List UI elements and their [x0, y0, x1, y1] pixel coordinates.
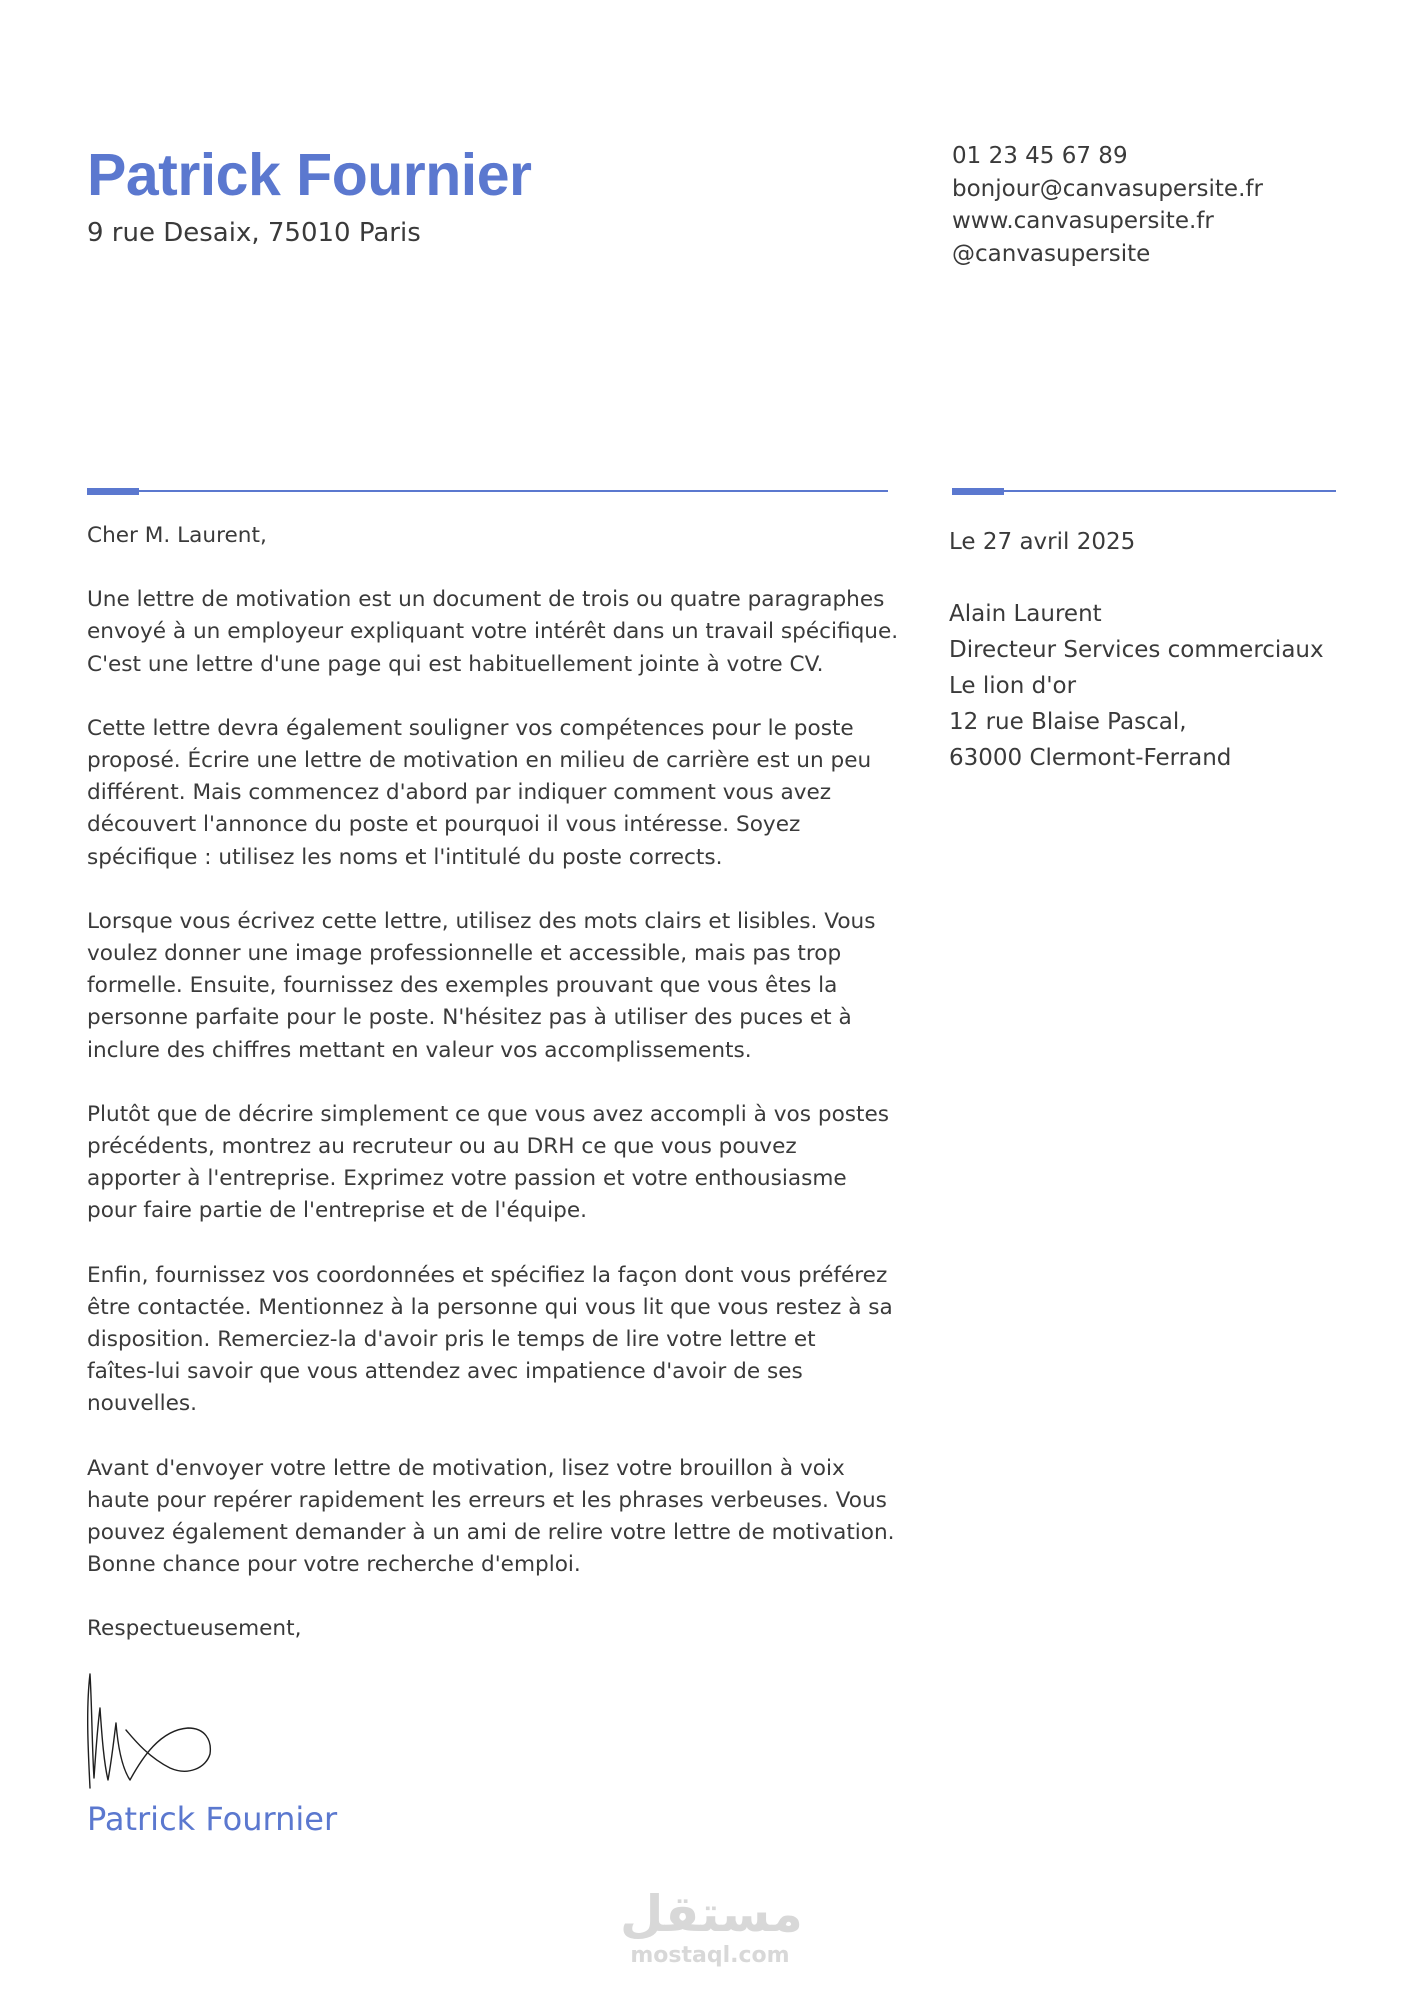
recipient-street: 12 rue Blaise Pascal, — [949, 709, 1187, 735]
paragraph-line: Enfin, fournissez vos coordonnées et spécifiez la façon dont vous préférez — [87, 1262, 888, 1288]
letter-paragraph — [87, 1099, 890, 1228]
recipient-name: Alain Laurent — [949, 601, 1102, 627]
letter-body — [87, 520, 899, 1678]
signature-name: Patrick Fournier — [87, 1800, 338, 1838]
recipient-company: Le lion d'or — [949, 673, 1077, 699]
paragraph-line: Bonne chance pour votre recherche d'emploi. — [87, 1552, 581, 1578]
paragraph-line: pour faire partie de l'entreprise et de l'équipe. — [87, 1198, 588, 1224]
paragraph-line: voulez donner une image professionnelle et accessible, mais pas trop — [87, 941, 842, 967]
main-divider-accent — [87, 488, 139, 495]
paragraph-line: nouvelles. — [87, 1391, 198, 1417]
contact-email: bonjour@canvasupersite.fr — [952, 175, 1263, 202]
watermark-latin: mostaql.com — [630, 1943, 790, 1968]
contact-block — [952, 140, 1263, 270]
letter-paragraph — [87, 584, 899, 681]
sender-address: 9 rue Desaix, 75010 Paris — [87, 218, 421, 248]
paragraph-line: différent. Mais commencez d'abord par indiquer comment vous avez — [87, 780, 832, 806]
paragraph-line: faîtes-lui savoir que vous attendez avec impatience d'avoir de ses — [87, 1359, 803, 1385]
contact-website: www.canvasupersite.fr — [952, 208, 1214, 234]
paragraph-line: spécifique : utilisez les noms et l'intitulé du poste corrects. — [87, 844, 723, 870]
letter-greeting: Cher M. Laurent, — [87, 523, 267, 548]
recipient-block — [949, 596, 1324, 776]
paragraph-line: inclure des chiffres mettant en valeur vos accomplissements. — [87, 1037, 752, 1063]
paragraph-line: haute pour repérer rapidement les erreurs et les phrases verbeuses. Vous — [87, 1487, 887, 1513]
letter-paragraph — [87, 713, 887, 874]
watermark — [620, 1885, 803, 1969]
paragraph-line: C'est une lettre d'une page qui est habituellement jointe à votre CV. — [87, 651, 824, 677]
letter-paragraph — [87, 1260, 893, 1421]
main-divider — [87, 490, 888, 492]
paragraph-line: proposé. Écrire une lettre de motivation en milieu de carrière est un peu — [87, 748, 872, 774]
paragraph-line: Cette lettre devra également souligner vos compétences pour le poste — [87, 715, 854, 741]
paragraph-line: précédents, montrez au recruteur ou au DRH ce que vous pouvez — [87, 1134, 797, 1160]
paragraph-line: formelle. Ensuite, fournissez des exemples prouvant que vous êtes la — [87, 973, 838, 999]
recipient-column — [949, 524, 1324, 776]
paragraph-line: être contactée. Mentionnez à la personne qui vous lit que vous restez à sa — [87, 1294, 893, 1320]
paragraph-line: Avant d'envoyer votre lettre de motivation, lisez votre brouillon à voix — [87, 1455, 845, 1481]
recipient-title: Directeur Services commerciaux — [949, 637, 1324, 663]
paragraph-line: Plutôt que de décrire simplement ce que vous avez accompli à vos postes — [87, 1101, 890, 1127]
paragraph-line: pouvez également demander à un ami de relire votre lettre de motivation. — [87, 1520, 895, 1546]
handwritten-signature — [80, 1668, 230, 1798]
paragraph-line: envoyé à un employeur expliquant votre intérêt dans un travail spécifique. — [87, 619, 899, 645]
paragraph-line: personne parfaite pour le poste. N'hésitez pas à utiliser des puces et à — [87, 1005, 852, 1031]
paragraph-line: Une lettre de motivation est un document de trois ou quatre paragraphes — [87, 587, 885, 613]
paragraph-line: découvert l'annonce du poste et pourquoi il vous intéresse. Soyez — [87, 812, 801, 838]
contact-phone: 01 23 45 67 89 — [952, 143, 1128, 169]
paragraph-line: apporter à l'entreprise. Exprimez votre passion et votre enthousiasme — [87, 1166, 847, 1192]
contact-handle: @canvasupersite — [952, 240, 1151, 267]
side-divider — [952, 490, 1336, 492]
sender-name: Patrick Fournier — [87, 142, 532, 208]
watermark-arabic: مستقل — [620, 1885, 803, 1943]
recipient-city: 63000 Clermont-Ferrand — [949, 745, 1232, 771]
side-divider-accent — [952, 488, 1004, 495]
paragraph-line: disposition. Remerciez-la d'avoir pris le temps de lire votre lettre et — [87, 1327, 816, 1353]
letter-paragraph — [87, 906, 887, 1067]
paragraph-line: Lorsque vous écrivez cette lettre, utilisez des mots clairs et lisibles. Vous — [87, 908, 876, 934]
letter-paragraph — [87, 1453, 895, 1582]
letter-closing: Respectueusement, — [87, 1616, 302, 1642]
letter-date: Le 27 avril 2025 — [949, 529, 1136, 555]
